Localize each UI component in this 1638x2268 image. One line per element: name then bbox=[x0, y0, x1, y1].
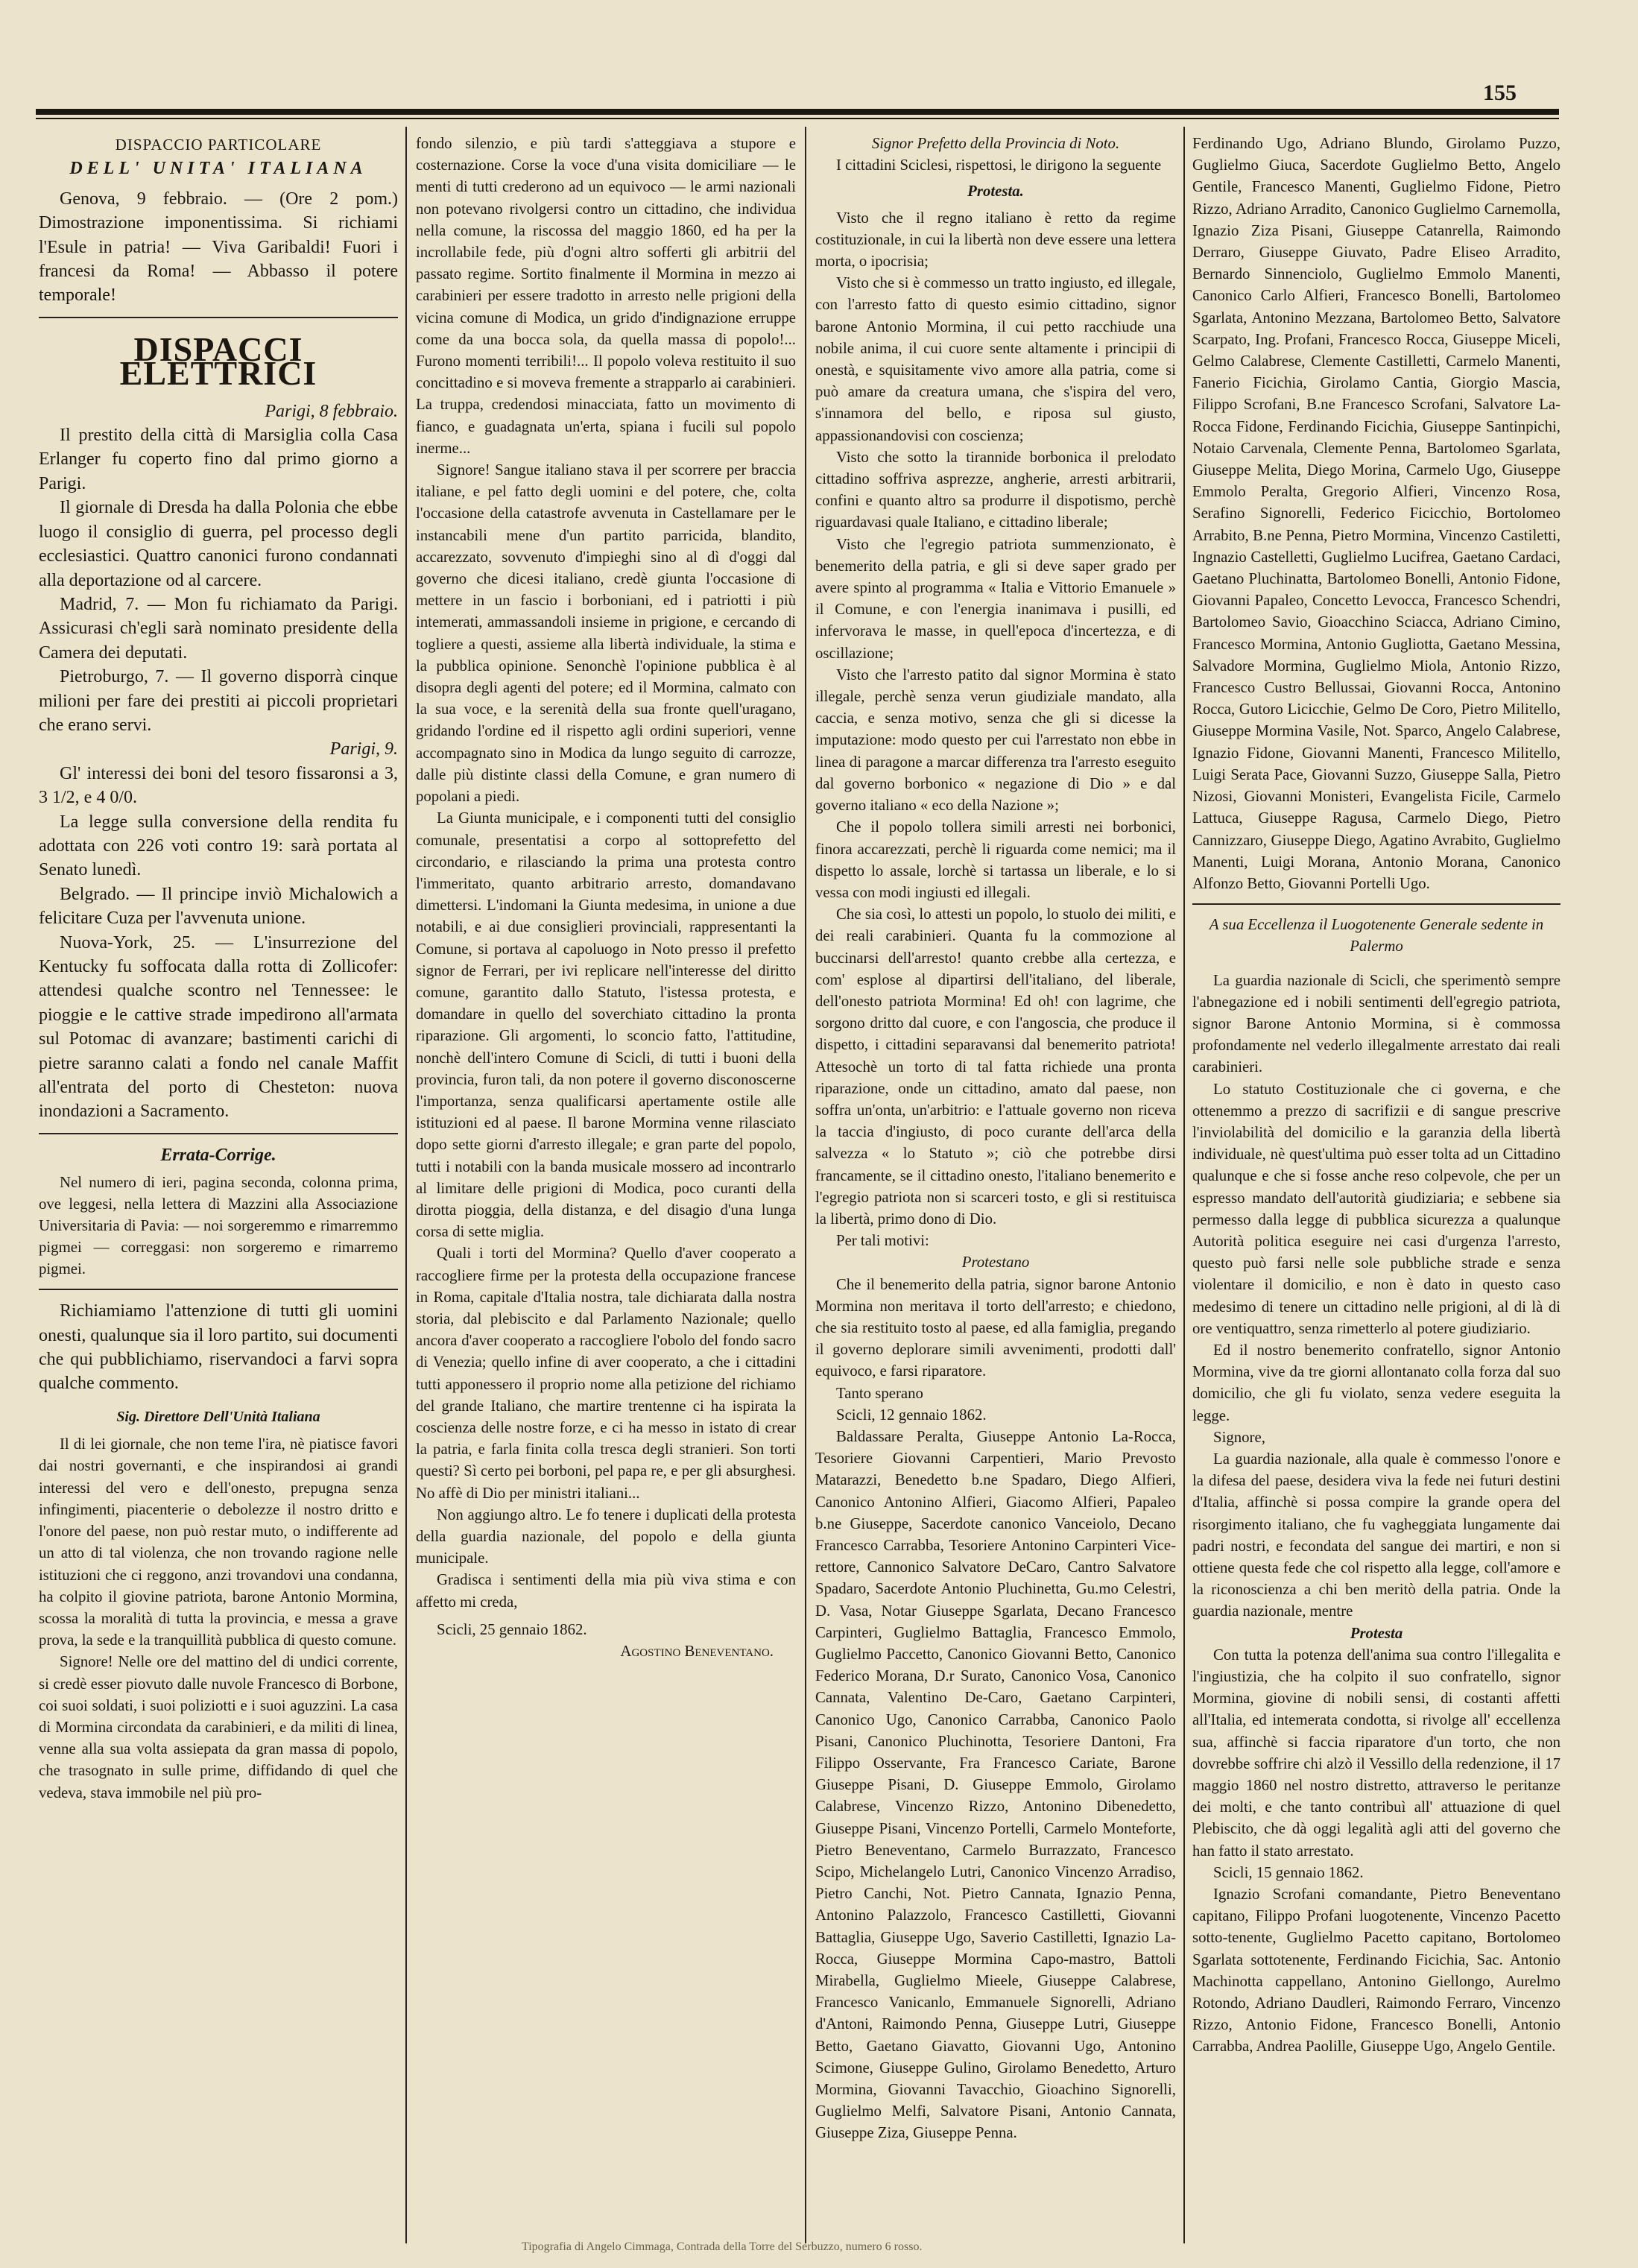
page-number: 155 bbox=[1483, 80, 1517, 105]
protest-paragraph: Visto che l'arresto patito dal signor Mormina è stato illegale, perchè senza verun giudiziale mandato, alla caccia, e senza motivo, senza che gli si dicesse la imputazione: modo questo per cui l'arrestato non ebbe in linea di paragone a marcar differenza tra l'arresto eseguito dal governo borbonico « negazione di Dio » e dal governo italiano « eco della Nazione »; bbox=[815, 666, 1176, 815]
letter-paragraph: Signore! Sangue italiano stava il per scorrere per braccia italiane, e pel fatto degli uomini e del potere, che, colta l'occasione della catastrofe avvenuta in Castellamare per le instancabili mene d'un partito parricida, blandito, accarezzato, sovvenuto d'impieghi sino al dì d'oggi dal governo che dicesi italiano, credè giunta l'occasione di mettere in un fascio i borboniani, ed i patriotti i più intemerati, ammassandoli insieme in prigione, e cercando di togliere a questi, assieme alla libertà individuale, la stima e la pubblica opinione. Senonchè l'opinione pubblica è al disopra degli agenti del potere; ed il Mormina, calmato con la sua voce, e la serenità della sua fronte quell'uragano, gridando l'ordine ed il rispetto agli ordini superiori, venne accompagnato sino in Modica da lungo seguito di carrozze, dalle più distinte classi della Comune, e gran numero di popolani a piedi. bbox=[416, 461, 796, 806]
unita-title: DELL' UNITA' ITALIANA bbox=[69, 159, 367, 179]
dispatch-paragraph: Il prestito della città di Marsiglia colla Casa Erlanger fu coperto fino dal primo giorno a Parigi. bbox=[39, 426, 398, 493]
signatories-list: Ignazio Scrofani comandante, Pietro Beneventano capitano, Filippo Profani luogotenente, Vincenzo Pacetto sotto-tenente, Guglielmo Pacetto capitano, Bortolomeo Sgarlata sottotenente, Ferdinando Ficichia, Sac. Antonio Machinotta cappellano, Antonino Giellongo, Aurelmo Rotondo, Adriano Daudleri, Raimondo Ferraro, Vincenzo Rizzo, Antonio Fidone, Francesco Bonelli, Antonio Carrabba, Andrea Paolille, Giuseppe Ugo, Angelo Gentile. bbox=[1192, 1886, 1560, 2056]
petition-salutation: Signore, bbox=[1213, 1428, 1265, 1446]
section-rule bbox=[1192, 903, 1560, 905]
section-rule bbox=[39, 1133, 398, 1134]
protest-paragraph: Per tali motivi: bbox=[836, 1232, 929, 1250]
column-2 bbox=[416, 133, 796, 1662]
errata-text: Nel numero di ieri, pagina seconda, colonna prima, ove leggesi, nella lettera di Mazzini alla Associazione Universitaria di Pavia: — noi sorgeremmo e rimarremmo pigmei — correggasi: non sorgeremo e rimarremo pigmei. bbox=[39, 1174, 398, 1278]
letter-paragraph: fondo silenzio, e più tardi s'atteggiava a stupore e costernazione. Corse la voce d'una visita domiciliare — le menti di tutti crederono ad un equivoco — le armi nazionali non potevano rivolgersi contro un cittadino, che individua nella comune, la riscossa del maggio 1860, ed ha per la incrollabile fede, più d'ogni altro sofferti gli arbitrii del passato regime. Sortito finalmente il Mormina in mezzo ai carabinieri per essere tradotto in arresto nelle prigioni della vicina comune di Modica, un grido d'indignazione erruppe come da una bocca sola, da quella massa di popolo!... Furono momenti terribili!... Il popolo voleva restituito il suo concittadino e si moveva fremente a strapparlo ai carabinieri. La truppa, credendosi minacciata, fatto un movimento di fianco, e guadagnata un'erta, spiana i fucili sul popolo inerme... bbox=[416, 135, 796, 457]
petition-paragraph: La guardia nazionale, alla quale è commesso l'onore e la difesa del paese, desidera viva la fede nei futuri destini d'Italia, affinchè si possa compire la grande opera del risorgimento italiano, che fu vagheggiata lungamente dai padri nostri, e fecondata del sangue dei martiri, e non si ottiene questa fede che col rispetto alla legge, coll'amore e la riconoscienza a chi ben meritò della patria. Onde la guardia nazionale, mentre bbox=[1192, 1450, 1560, 1620]
letter-paragraph: La Giunta municipale, e i componenti tutti del consiglio comunale, presentatisi a corpo al sottoprefetto del circondario, e rilasciando la prima una protesta contro l'immeritato, quanto arbitrario arresto, domandavano dimettersi. L'indomani la Giunta medesima, in unione a due notabili, e ai due consiglieri provinciali, rappresentanti la Comune, si portava al capoluogo in Noto presso il prefetto signor de Ferrari, per ivi replicare nell'interesse del diritto comune, garantito dallo Statuto, l'istessa protesta, e domandare in quello del soverchiato cittadino la pronta riparazione. Gli argomenti, lo sconcio fatto, l'attitudine, nonchè dell'intero Comune di Scicli, di tutti i buoni della provincia, furon tali, da non potere il governo disconoscerne l'importanza, senza qualificarsi apertamente ostile alle istituzioni ed al paese. Il barone Mormina venne rilasciato dopo sette giorni d'arresto illegale; e gran parte del popolo, tutti i notabili con la banda musicale mossero ad incontrarlo al limitare delle prigioni di Modica, poco curanti della dirotta pioggia, della distanza, e del disagio d'una lunga corsa di sette miglia. bbox=[416, 809, 796, 1241]
dispaccio-title: DISPACCIO PARTICOLARE bbox=[115, 136, 322, 154]
column-divider bbox=[1183, 127, 1185, 2243]
petition-paragraph: La guardia nazionale di Scicli, che sperimentò sempre l'abnegazione ed i nobili sentimenti dell'egregio patriota, signor Barone Antonio Mormina, si è commossa profondamente nel vederlo illegalmente arrestato dai reali carabinieri. bbox=[1192, 971, 1560, 1076]
elettrici-title: DISPACCI ELETTRICI bbox=[119, 329, 317, 393]
signatories-list: Baldassare Peralta, Giuseppe Antonio La-Rocca, Tesoriere Giovanni Carpentieri, Mario Prevosto Matarazzi, Benedetto b.ne Spadaro, Diego Alfieri, Canonico Antonino Alfieri, Giacomo Alfieri, Papaleo b.ne Giuseppe, Sacerdote canonico Vanceiolo, Decano Francesco Carrabba, Tesoriere Antonino Carpinteri Vice-rettore, Cannonico Salvatore DeCaro, Cantro Salvatore Spadaro, Sacerdote Antonio Pluchinetta, Gu.mo Celestri, D. Vasa, Notar Giuseppe Sgarlata, Decano Francesco Carpinteri, Guglielmo Battaglia, Francesco Emmolo, Guglielmo Paccetto, Canonico Giovanni Betto, Canonico Federico Morana, D.r Surato, Canonico Vosa, Canonico Cannata, Valentino De-Caro, Gaetano Carpinteri, Canonico Ugo, Canonico Carrabba, Canonico Paolo Pisani, Canonico Pluchinotta, Tesoriere Dantoni, Fra Filippo Osservante, Fra Francesco Cariate, Barone Giuseppe Pisani, D. Giuseppe Emmolo, Girolamo Calabrese, Vincenzo Rizzo, Antonino Dibenedetto, Giuseppe Pisani, Vincenzo Portelli, Carmelo Monteforte, Pietro Beneventano, Carmelo Burrazzato, Francesco Scipo, Michelangelo Lutri, Canonico Vincenzo Arradiso, Pietro Canchi, Not. Pietro Cannata, Ignazio Penna, Antonino Palazzolo, Francesco Castilletti, Giovanni Battaglia, Giuseppe Ugo, Saverio Castilletti, Ignazio La-Rocca, Giuseppe Mormina Capo-mastro, Battoli Mirabella, Guglielmo Mieele, Giuseppe Calabrese, Francesco Vanicanlo, Emmanuele Signorelli, Adriano d'Antoni, Raimondo Penna, Giuseppe Lutri, Giuseppe Betto, Gaetano Giavatto, Giovanni Ugo, Antonino Scimone, Giuseppe Gulino, Girolamo Benedetto, Arturo Mormina, Giovanni Tavacchio, Gioachino Signorelli, Guglielmo Melfi, Salvatore Pisani, Antonio Cannata, Giuseppe Ziza, Giuseppe Penna. bbox=[815, 1427, 1176, 2142]
column-3 bbox=[815, 133, 1176, 2144]
sperano-line: Tanto sperano bbox=[836, 1384, 923, 1402]
errata-title: Errata-Corrige. bbox=[160, 1145, 276, 1165]
protest-paragraph: Visto che si è commesso un tratto ingiusto, ed illegale, con l'arresto fatto di questo esimio cittadino, signor barone Antonio Mormina, il cui petto racchiude una nobile anima, il cui cuore sente altamente i principii di onestà, e squisitamente vivo amore alla patria, come si può amare da creatura umana, che s'ispira del vero, s'innamora del bello, e riposa sul giusto, appassionandovisi con coscienza; bbox=[815, 274, 1176, 444]
column-divider bbox=[405, 127, 407, 2243]
protest-title: Protesta. bbox=[967, 183, 1024, 200]
letter-address: Sig. Direttore Dell'Unità Italiana bbox=[116, 1408, 320, 1425]
dispatch-paragraph: Pietroburgo, 7. — Il governo disporrà cinque milioni per fare dei prestiti ai piccoli proprietari che erano servi. bbox=[39, 667, 398, 735]
column-divider bbox=[805, 127, 806, 2243]
header-rule-thin bbox=[36, 118, 1559, 119]
protestano-heading: Protestano bbox=[961, 1254, 1030, 1272]
printer-footer: Tipografia di Angelo Cimmaga, Contrada della Torre del Serbuzzo, numero 6 rosso. bbox=[522, 2240, 923, 2253]
protest-paragraph: Visto che il regno italiano è retto da regime costituzionale, in cui la libertà non deve essere una lettera morta, o ipocrisia; bbox=[815, 209, 1176, 271]
column-1 bbox=[39, 133, 398, 1804]
column-4 bbox=[1192, 133, 1560, 2058]
dispatch-paragraph: Belgrado. — Il principe inviò Michalowich a felicitare Cuza per l'avvenuta unione. bbox=[39, 884, 398, 929]
petition-paragraph: Ed il nostro benemerito confratello, signor Antonio Mormina, vive da tre giorni allontanato colla forza dal suo domicilio, che gli fu violato, senza vedere eseguita la legge. bbox=[1192, 1341, 1560, 1424]
dispatch-paragraph: Nuova-York, 25. — L'insurrezione del Kentucky fu soffocata dalla rotta di Zollicofer: attendesi qualche scontro nel Tennessee: le pioggie e le cattive strade impedirono all'armata sul Potomac di avanzare; bastimenti carichi di pietre saranno calati a fondo nel canale Maffit all'entrata del porto di Chesteton: nuova inondazioni a Sacramento. bbox=[39, 932, 398, 1122]
letter-paragraph: Quali i torti del Mormina? Quello d'aver cooperato a raccogliere firme per la protesta della occupazione francese in Roma, capitale d'Italia nostra, tale dichiarata dalla nostra storia, dal plebiscito e dal Parlamento Nazionale; quello ancora d'aver cooperato a raccogliere l'obolo del fondo sacro di Venezia; quello infine di aver cooperato, a che i cittadini tutti apponessero il proprio nome alla petizione del richiamo del grande Italiano, che martire trentenne ci ha ispirata la coscienza delle nostre forze, e ci ha messo in istato di crear la patria, e farla finita colla tresca degli stranieri. Son torti questi? Sì certo pei borboni, pel papa re, e per gli absurghesi. No affè di Dio per ministri italiani... bbox=[416, 1245, 796, 1502]
dispatch-paragraph: Il giornale di Dresda ha dalla Polonia che ebbe luogo il consiglio di guerra, pel processo degli ecclesiastici. Quattro canonici furono condannati alla deportazione od al carcere. bbox=[39, 498, 398, 590]
header-rule bbox=[36, 109, 1559, 115]
letter-paragraph: Il di lei giornale, che non teme l'ira, nè piatisce favori dai nostri governanti, e che inspirandosi ai grandi interessi del vero e dell'onesto, prepugna senza infingimenti, piacenterie o debolezze il nostro dritto e l'onore del paese, non può restar muto, o indifferente ad un atto di tal violenza, che non trovando ragione nelle istituzioni che ci reggono, anzi trovandovi una condanna, ha colpito il giovine patriota, barone Antonio Mormina, scossa la moralità di tutta la provincia, e messa a grave prova, la sede e la tranquillità pubblica di questo comune. bbox=[39, 1435, 398, 1649]
protest-paragraph: Che il popolo tollera simili arresti nei borbonici, finora accarezzati, perchè li riguarda come nemici; ma il dispetto lo assale, lorchè si tartassa un liberale, e lo si vessa con modi ingiusti ed illegali. bbox=[815, 818, 1176, 901]
dateline: Parigi, 9. bbox=[329, 739, 398, 759]
protest-address: Signor Prefetto della Provincia di Noto. bbox=[871, 135, 1120, 152]
letter-signature: Agostino Beneventano. bbox=[620, 1643, 774, 1661]
genova-dispatch: Genova, 9 febbraio. — (Ore 2 pom.) Dimostrazione imponentissima. Si richiami l'Esule in patria! — Viva Garibaldi! Fuori i francesi da Roma! — Abbasso il potere temporale! bbox=[39, 189, 398, 306]
signatories-list: Ferdinando Ugo, Adriano Blundo, Girolamo Puzzo, Guglielmo Giuca, Sacerdote Guglielmo Betto, Angelo Gentile, Francesco Manenti, Guglielmo Fidone, Pietro Rizzo, Adriano Arradito, Canonico Guglielmo Carnemolla, Ignazio Ziza Pisani, Giuseppe Catanrella, Raimondo Derraro, Giuseppe Giuvato, Padre Eliseo Arradito, Bernardo Sinnenciolo, Guglielmo Emmolo Manenti, Canonico Carlo Alfieri, Francesco Bonelli, Bartolomeo Sgarlata, Antonino Mezzana, Bartolomeo Betto, Salvatore Scarpato, Ing. Profani, Francesco Rocca, Giuseppe Miceli, Gelmo Calabrese, Clemente Castilletti, Carmelo Manenti, Fanerio Ficichia, Girolamo Cantia, Giorgio Mascia, Filippo Scrofani, B.ne Francesco Scrofani, Salvatore La-Rocca Fidone, Ferdinando Ficichia, Giuseppe Santinpichi, Notaio Carvenala, Clemente Penna, Bartolomeo Sgarlata, Giuseppe Melita, Diego Morina, Carmelo Ugo, Giuseppe Emmolo Peralta, Gregorio Alfieri, Vincenzo Rosa, Serafino Signorelli, Federico Ficicchio, Bortolomeo Arrabito, B.ne Penna, Pietro Mormina, Vincenzo Castiletti, Ingnazio Castelletti, Guglielmo Lucifrea, Gaetano Cardaci, Gaetano Pluchinatta, Bartolomeo Bonelli, Antonio Fidone, Giovanni Papaleo, Concetto Levocca, Francesco Schendri, Bartolomeo Savio, Gioacchino Sciacca, Adriano Cimino, Francesco Mormina, Antonio Gugliotta, Gaetano Messina, Salvadore Mormina, Guglielmo Miola, Antonio Rizzo, Francesco Custro Bellussai, Giovanni Rocca, Antonino Rocca, Gutoro Licicchie, Gelmo De Coro, Pietro Militello, Giuseppe Mormina Vasile, Not. Sparco, Angelo Calabrese, Ignazio Fidone, Giovanni Manenti, Francesco Militello, Luigi Serata Pace, Giovanni Suzzo, Giuseppe Salla, Pietro Nizosi, Giovanni Monisteri, Evangelista Ficile, Carmelo Lattuca, Giuseppe Ragusa, Carmelo Diego, Pietro Cannizzaro, Giuseppe Diego, Agatino Avrabito, Guglielmo Manenti, Luigi Morana, Antonio Morana, Canonico Alfonzo Betto, Giovanni Portelli Ugo. bbox=[1192, 135, 1560, 892]
dateline: Parigi, 8 febbraio. bbox=[265, 401, 398, 421]
dispatch-paragraph: Madrid, 7. — Mon fu richiamato da Parigi. Assicurasi ch'egli sarà nominato presidente della Camera dei deputati. bbox=[39, 594, 398, 663]
protest-paragraph: Che sia così, lo attesti un popolo, lo stuolo dei militi, e dei reali carabinieri. Quanta fu la commozione al buccinarsi dell'arresto! quanto crebbe alla certezza, e com' esplose al dipartirsi dell'italiano, del liberale, dell'onesto patriota Mormina! Ed oh! con lagrime, che sorgono dritto dal cuore, e con l'angoscia, che produce il dispetto, i cittadini separavansi dal benemerito patriota! Attesochè un torto di tal fatta richiede una pronta riparazione, onde un cittadino, amato dal paese, non soffra un'onta, un'arbitrio: e l'attuale governo non riceva la taccia d'ingiusto, di poco curante dell'arca della salvezza « lo Statuto »; ciò che potrebbe dirsi francamente, se il cittadino onesto, l'italiano benemerito e l'egregio patriota non si scarceri tosto, e gli si restituisca la libertà, primo dono di Dio. bbox=[815, 906, 1176, 1228]
protest-paragraph: Visto che sotto la tirannide borbonica il prelodato cittadino soffriva asprezze, angherie, arresti arbitrarii, confini e quanto altro sa produrre il dispotismo, perchè riguardavasi quale Italiano, e cittadino liberale; bbox=[815, 448, 1176, 531]
section-rule bbox=[39, 317, 398, 318]
intro-paragraph: Richiamiamo l'attenzione di tutti gli uomini onesti, qualunque sia il loro partito, sui documenti che qui pubblichiamo, riservandoci a farvi sopra qualche commento. bbox=[39, 1301, 398, 1394]
letter-date: Scicli, 25 gennaio 1862. bbox=[437, 1620, 587, 1638]
letter-paragraph: Non aggiungo altro. Le fo tenere i duplicati della protesta della guardia nazionale, del popolo e della giunta municipale. bbox=[416, 1506, 796, 1567]
petition-paragraph: Con tutta la potenza dell'anima sua contro l'illegalita e l'ingiustizia, che ha colpito il suo confratello, signor Mormina, giovine di nobili sensi, di costanti affetti all'Italia, ed intemerata condotta, si rivolge all' eccellenza sua, affinchè si faccia riparatore d'un torto, che non dovrebbe soffrire chi alzò il Vessillo della redenzione, il 17 maggio 1860 nel nostro distretto, attraverso le peritanze dei molti, e che tanto contribuì all' attuazione di quel Plebiscito, che dà oggi legalità agli atti del governo che han fatto il stato arrestato. bbox=[1192, 1646, 1560, 1860]
protest-intro: I cittadini Sciclesi, rispettosi, le dirigono la seguente bbox=[836, 157, 1162, 174]
protest-date: Scicli, 12 gennaio 1862. bbox=[836, 1406, 987, 1424]
dispatch-paragraph: La legge sulla conversione della rendita fu adottata con 226 voti contro 19: sarà portata al Senato lunedì. bbox=[39, 812, 398, 880]
protest-paragraph: Visto che l'egregio patriota summenzionato, è benemerito della patria, e gli si deve saper grado per avere spinto al programma « Italia e Vittorio Emanuele » il Comune, e con l'energia inanimava i pusilli, ed infervorava le masse, in quell'epoca d'incertezza, e di oscillazione; bbox=[815, 535, 1176, 662]
petition-date: Scicli, 15 gennaio 1862. bbox=[1213, 1863, 1364, 1881]
petition-address: A sua Eccellenza il Luogotenente Generale sedente in Palermo bbox=[1209, 916, 1544, 955]
protesta-heading: Protesta bbox=[1350, 1624, 1403, 1642]
section-rule bbox=[39, 1289, 398, 1290]
dispatch-paragraph: Gl' interessi dei boni del tesoro fissaronsi a 3, 3 1/2, e 4 0/0. bbox=[39, 763, 398, 808]
protest-paragraph: Che il benemerito della patria, signor barone Antonio Mormina non meritava il torto dell'arresto; e chiedono, che sia restituito tosto al paese, ed alla famiglia, pregando il governo deplorare simili avvenimenti, prodotti dall' equivoco, e farsi riparatore. bbox=[815, 1275, 1176, 1380]
letter-paragraph: Signore! Nelle ore del mattino del di undici corrente, si credè esser piovuto dalle nuvole Francesco di Borbone, coi suoi soldati, i suoi poliziotti e i suoi aguzzini. La casa di Mormina circondata da carabinieri, e da militi di linea, venne alla sua volta assiepata da gran massa di popolo, che trasognato in sulle prime, diffidando di quel che vedeva, stava immobile nel più pro- bbox=[39, 1653, 398, 1801]
letter-paragraph: Gradisca i sentimenti della mia più viva stima e con affetto mi creda, bbox=[416, 1571, 796, 1611]
petition-paragraph: Lo statuto Costituzionale che ci governa, e che ottenemmo a prezzo di sacrifizii e di sangue prescrive l'inviolabilità del domicilio e la garanzia della libertà individuale, nè quest'ultima può esser tolta ad un Cittadino qualunque e che si fosse anche reso colpevole, che per un espresso mandato dell'autorità giudiziaria; e sebbene sia permesso dalla legge di pubblica sicurezza a qualunque Autorità politica eseguire nei casi d'urgenza l'arresto, questo può farsi nelle sole pubbliche strade e senza violentare il domicilio, e non è dato in questo caso medesimo di tenere un cittadino nelle prigioni, al di là di ore ventiquattro, senza rimetterlo al potere giudiziario. bbox=[1192, 1080, 1560, 1337]
